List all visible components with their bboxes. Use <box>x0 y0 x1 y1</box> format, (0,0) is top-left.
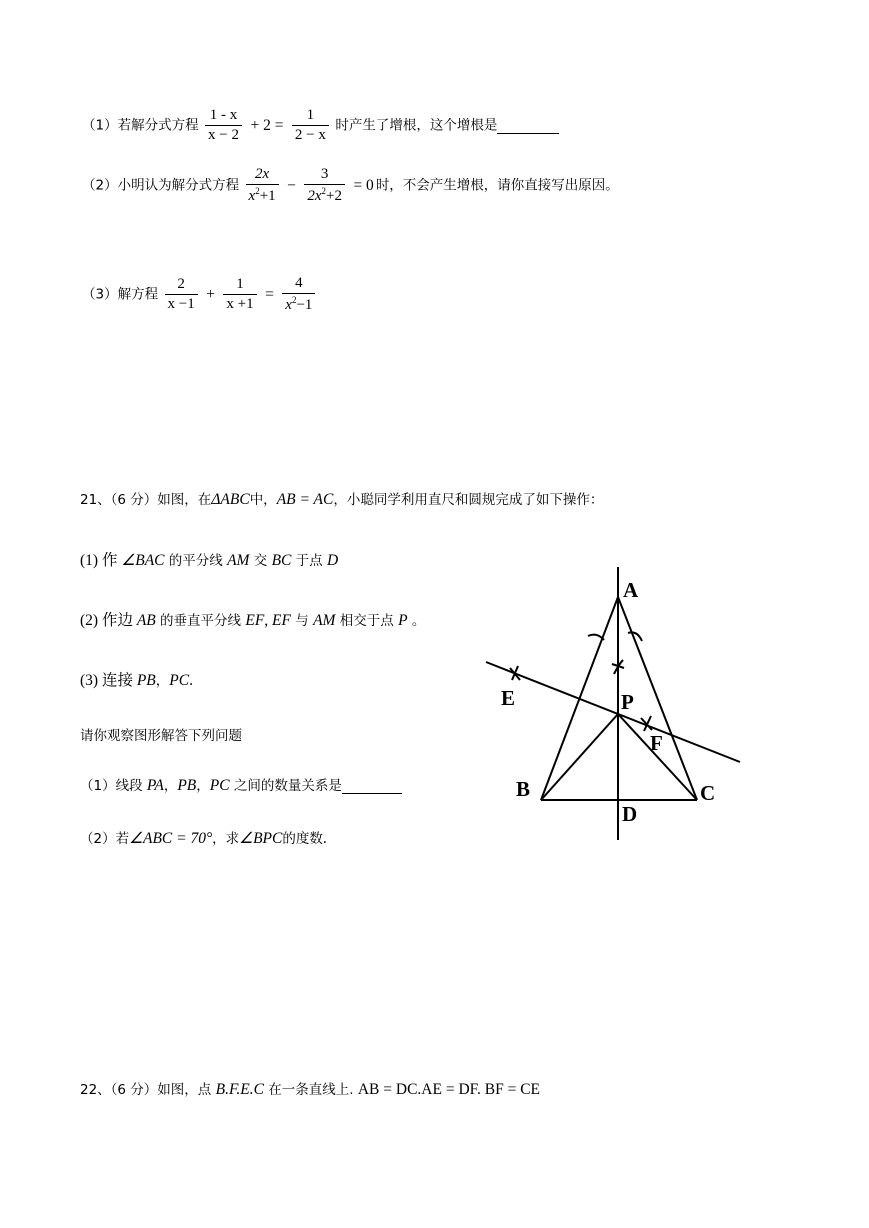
label-b: B <box>516 777 531 801</box>
q2-prefix: 小明认为解分式方程 <box>117 177 240 194</box>
q1-plus-two: + 2 = <box>250 116 284 134</box>
q3-number: （3） <box>82 286 118 303</box>
q21-step-1: (1) 作 ∠BAC 的平分线 AM 交 BC 于点 D <box>80 552 339 569</box>
cross-mark-e <box>510 666 520 680</box>
q21-step-2: (2) 作边 AB 的垂直平分线 EF, EF 与 AM 相交于点 P 。 <box>80 612 426 629</box>
q1-prefix: 若解分式方程 <box>117 117 199 134</box>
label-d: D <box>622 802 638 826</box>
q2-equals-zero: = 0 <box>353 176 374 194</box>
q2-number: （2） <box>82 177 118 194</box>
triangle-abc: ΔABC <box>211 491 250 508</box>
q21-sub-question-2: （2）若∠ABC = 70°，求∠BPC的度数. <box>80 830 327 847</box>
arc-mark-left <box>588 635 604 640</box>
side-ac <box>618 597 697 800</box>
q22-header: 22、（6 分）如图，点 B.F.E.C 在一条直线上. AB = DC.AE = DF. BF = CE <box>80 1081 541 1098</box>
arc-mark-right <box>628 632 642 641</box>
cross-mark-f <box>641 716 652 731</box>
q3-plus: + <box>206 285 215 303</box>
q21-sub-question-1: （1）线段 PA，PB，PC 之间的数量关系是 <box>80 778 402 794</box>
label-f: F <box>650 731 663 755</box>
label-c: C <box>700 781 716 805</box>
q2-suffix: 时，不会产生增根，请你直接写出原因。 <box>375 177 619 194</box>
q1-suffix: 时产生了增根，这个增根是 <box>335 117 498 134</box>
sub1-answer-blank[interactable] <box>342 779 402 794</box>
q21-observe-prompt: 请你观察图形解答下列问题 <box>80 728 242 744</box>
q1-number: （1） <box>82 117 118 134</box>
q1-answer-blank[interactable] <box>497 119 559 134</box>
q3-fraction-2: $\frac{1}{x +1}$ <box>223 277 256 312</box>
q3-fraction-3: $\frac{4}{x^2-1}$ <box>282 276 315 313</box>
label-p: P <box>621 690 634 714</box>
label-e: E <box>501 686 516 710</box>
segment-pc <box>618 714 697 800</box>
q2-fraction-2: $\frac{3}{2x^2+2}$ <box>304 167 345 204</box>
q20-part2 <box>82 167 619 204</box>
side-ab <box>541 597 618 800</box>
q20-part1 <box>82 108 559 143</box>
q3-prefix: 解方程 <box>117 286 159 303</box>
q20-part3 <box>82 276 317 313</box>
ab-equals-ac: AB = AC <box>276 491 334 508</box>
q3-fraction-1: $\frac{2}{x -1}$ <box>165 277 198 312</box>
q21-step-3: (3) 连接 PB，PC. <box>80 672 193 689</box>
q2-fraction-1: $\frac{2x}{x^2+1}$ <box>246 167 279 204</box>
arc-mark-center <box>612 660 624 674</box>
q2-minus: − <box>287 176 296 194</box>
segment-pb <box>541 714 618 800</box>
q3-equals: = <box>265 285 274 303</box>
q1-fraction-1: $\frac{1 - x}{x - 2}$ <box>205 108 242 143</box>
perpendicular-bisector-ef <box>486 662 740 762</box>
label-a: A <box>623 578 639 602</box>
q21-header: 21、（6 分）如图，在ΔABC中，AB = AC，小聪同学利用直尺和圆规完成了如下操作： <box>80 491 604 508</box>
q1-fraction-2: $\frac{1}{2 - x}$ <box>292 108 329 143</box>
